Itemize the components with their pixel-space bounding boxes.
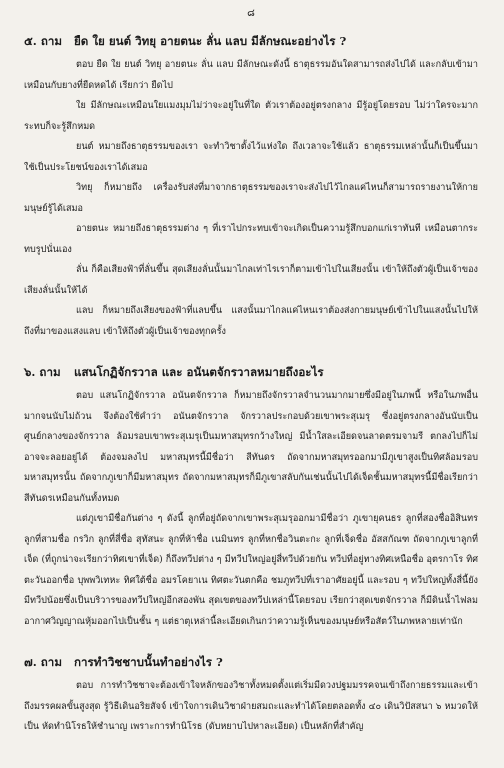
question-text: การทำวิชชาบนั้นทำอย่างไร ? — [74, 655, 223, 669]
question-number: ๗. ถาม — [24, 655, 62, 669]
answer-paragraph: ตอบ แสนโกฏิจักรวาล อนันตจักรวาล ก็หมายถึงจักรวาลจำนวนมากมายซึ่งมีอยู่ในภพนี้ หรือในภพอื่นมากจนนับไม่ถ้วน จึงต้องใช้คำว่า อนันตจักรวาล จักรวาลประกอบด้วยเขาพระสุเมรุ ซึ่งอยู่ตรงกลางอันนับเป็นศูนย์กลางของจักรวาล ล้อมรอบเขาพระสุเมรุเป็นมหาสมุทรกว้างใหญ่ มีน้ำใสละเอียดจนลาดตรมจามรี ตกลงไปก็ไม่อาจจะลอยอยู่ได้ ต้องจมลงไป มหาสมุทรนี้มีชื่อว่า สีทันดร ถัดจากมหาสมุทรออกมามีภูเขาสูงเป็นทิศล้อมรอบมหาสมุทรนั้น ถัดจากภูเขาก็มีมหาสมุทร ถัดจากมหาสมุทรก็มีภูเขาสลับกันเช่นนั้นไปได้เจ็ดชั้นมหาสมุทรนี้มีชื่อเรียกว่า สีทันดรเหมือนกันทั้งหมด — [24, 391, 478, 504]
answer-paragraph: ลั่น ก็คือเสียงฟ้าที่ลั่นขึ้น สุดเสียงลั่นนั้นมาไกลเท่าไรเราก็ตามเข้าไปในเสียงนั้น เข้าให้ถึงตัวผู้เป็นเจ้าของเสียงลั่นนั้นให้ได้ — [24, 265, 478, 296]
answer-paragraph: แต่ภูเขามีชื่อกันต่าง ๆ ดังนี้ ลูกที่อยู่ถัดจากเขาพระสุเมรุออกมามีชื่อว่า ภูเขายุคนธร ลูกที่สองชื่ออิสินทร ลูกที่สามชื่อ กรวิก ลูกที่สี่ชื่อ สุทัสนะ ลูกที่ห้าชื่อ เนมินทร ลูกที่หกชื่อวินตะกะ ลูกที่เจ็ดชื่อ อัสสกัณฑ ถัดจากภูเขาลูกที่เจ็ด (ที่ถูกน่าจะเรียกว่าทิศเขาที่เจ็ด) ก็ถึงทวีปต่าง ๆ มีทวีปใหญ่อยู่สี่ทวีปด้วยกัน ทวีปที่อยู่ทางทิศเหนือชื่อ อุตรกาโร ทิศตะวันออกชื่อ บุพพวิเทหะ ทิศใต้ชื่อ อมรโคยาเน ทิศตะวันตกคือ ชมภูทวีปที่เราอาศัยอยู่นี้ และรอบ ๆ ทวีปใหญ่ทั้งสี่นี้ยังมีทวีปน้อยซึ่งเป็นบริวารของทวีปใหญ่อีกสองพัน สุดเขตของทวีปเหล่านี้โดยรอบ เรียกว่าสุดเขตจักรวาล ก็มีดินน้ำไฟลมอากาศวิญญาณหุ้มออกไปเป็นชั้น ๆ แต่ธาตุเหล่านี้ละเอียดเกินกว่าความรู้เห็นของมนุษย์หรือสัตว์ในภพหลายเท่านัก — [24, 514, 478, 627]
answer-paragraph: ใย มีลักษณะเหมือนใยแมงมุมไม่ว่าจะอยู่ในที่ใด ตัวเราต้องอยู่ตรงกลาง มีรู้อยู่โดยรอบ ไม่ว่าใครจะมากระทบก็จะรู้สึกหมด — [24, 101, 478, 132]
answer-paragraph: ยนต์ หมายถึงธาตุธรรมของเรา จะทำวิชาตั้งไว้แห่งใด ถึงเวลาจะใช้แล้ว ธาตุธรรมเหล่านั้นก็เป็นขึ้นมาใช้เป็นประโยชน์ของเราได้เสมอ — [24, 142, 478, 173]
answer-paragraph: วิทยุ ก็หมายถึง เครื่องรับส่งที่มาจากธาตุธรรมของเราจะส่งไปไว้ไกลแค่ไหนก็สามารถรายงานให้กายมนุษย์รู้ได้เสมอ — [24, 183, 478, 214]
answer-paragraph: อายตนะ หมายถึงธาตุธรรมต่าง ๆ ที่เราไปกระทบเข้าจะเกิดเป็นความรู้สึกบอกแก่เราทันที เหมือนตากระทบรูปนั่นเอง — [24, 224, 478, 255]
question-7 — [24, 654, 478, 672]
answer-paragraph: แลบ ก็หมายถึงเสียงของฟ้าที่แลบขึ้น แสงนั้นมาไกลแค่ไหนเราต้องส่งกายมนุษย์เข้าไปในแสงนั้นไปให้ถึงที่มาของแสงแลบ เข้าให้ถึงตัวผู้เป็นเจ้าของทุกครั้ง — [24, 306, 478, 337]
answer-paragraph: ตอบ การทำวิชชาจะต้องเข้าใจหลักของวิชาทั้งหมดตั้งแต่เริ่มมีดวงปฐมมรรคจนเข้าถึงกายธรรมและเข้าถึงมรรคผลขั้นสูงสุด รู้วิธีเดินอริยสัจจ์ เข้าใจการเดินวิชาฝ่ายสมถะและทำได้โดยตลอดทั้ง ๔๐ เดินวิปัสสนา ๖ หมวดให้เป็น หัดทำนิโรธให้ชำนาญ เพราะการทำนิโรธ (ดับหยาบไปหาละเอียด) เป็นหลักที่สำคัญ — [24, 681, 478, 732]
question-text: ยืด ใย ยนต์ วิทยุ อายตนะ ลั่น แลบ มีลักษณะอย่างไร ? — [74, 34, 347, 48]
question-number: ๖. ถาม — [24, 365, 61, 379]
question-5 — [24, 33, 478, 51]
page-number: ๘ — [247, 8, 255, 19]
question-text: แสนโกฏิจักรวาล และ อนันตจักรวาลหมายถึงอะไร — [74, 365, 324, 379]
question-6 — [24, 364, 478, 382]
question-number: ๕. ถาม — [24, 34, 63, 48]
answer-paragraph: ตอบ ยืด ใย ยนต์ วิทยุ อายตนะ ลั่น แลบ มีลักษณะดังนี้ ธาตุธรรมอันใดสามารถส่งไปได้ และกลับเข้ามาเหมือนกับยางที่ยืดหดได้ เรียกว่า ยืดไป — [24, 60, 478, 91]
